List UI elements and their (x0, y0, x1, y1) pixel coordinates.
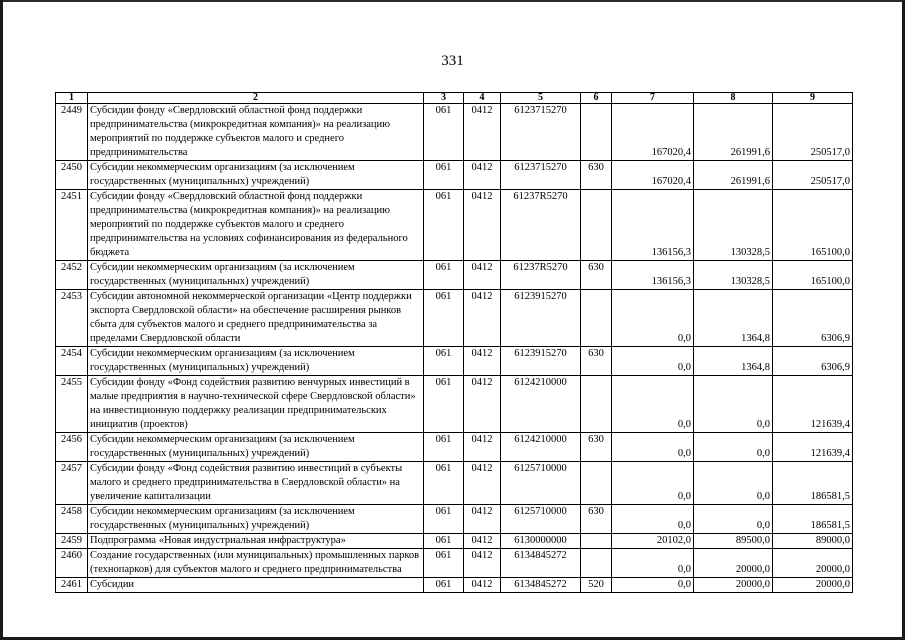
table-row (56, 578, 853, 593)
row-code-4: 0412 (464, 376, 501, 433)
row-code-3: 061 (424, 190, 464, 261)
table-row (56, 549, 853, 578)
row-value-7: 0,0 (612, 347, 694, 376)
table-body (56, 104, 853, 593)
row-code-4: 0412 (464, 104, 501, 161)
row-name: Субсидии некоммерческим организациям (за исключением государственных (муниципальных) учреждений) (88, 161, 424, 190)
row-value-9: 165100,0 (773, 190, 853, 261)
row-value-8: 20000,0 (694, 578, 773, 593)
row-number: 2453 (56, 290, 88, 347)
table-row (56, 505, 853, 534)
row-value-7: 0,0 (612, 462, 694, 505)
row-value-8: 0,0 (694, 433, 773, 462)
col-header-9: 9 (773, 93, 853, 104)
row-code-5: 6134845272 (501, 578, 581, 593)
table-row (56, 376, 853, 433)
table-row (56, 462, 853, 505)
row-code-4: 0412 (464, 290, 501, 347)
row-name: Субсидии фонду «Свердловский областной фонд поддержки предпринимательства (микрокредитная компания)» на реализацию мероприятий по поддержке субъектов малого и среднего предпринимательства (88, 104, 424, 161)
row-code-6 (581, 190, 612, 261)
row-number: 2449 (56, 104, 88, 161)
row-code-5: 6123915270 (501, 290, 581, 347)
row-number: 2459 (56, 534, 88, 549)
row-code-4: 0412 (464, 161, 501, 190)
row-code-5: 6125710000 (501, 462, 581, 505)
scan-border-left (0, 0, 3, 640)
row-code-3: 061 (424, 578, 464, 593)
row-name: Субсидии автономной некоммерческой организации «Центр поддержки экспорта Свердловской области» на обеспечение расширения рынков сбыта для субъектов малого и среднего предпринимательства за пределами Свердловской области (88, 290, 424, 347)
row-value-7: 0,0 (612, 549, 694, 578)
row-code-5: 6124210000 (501, 433, 581, 462)
row-code-3: 061 (424, 505, 464, 534)
row-value-7: 20102,0 (612, 534, 694, 549)
page-number: 331 (441, 53, 464, 69)
row-name: Субсидии некоммерческим организациям (за исключением государственных (муниципальных) учреждений) (88, 505, 424, 534)
row-value-9: 250517,0 (773, 104, 853, 161)
row-value-8: 89500,0 (694, 534, 773, 549)
row-code-4: 0412 (464, 190, 501, 261)
row-code-6 (581, 104, 612, 161)
col-header-6: 6 (581, 93, 612, 104)
table-row (56, 104, 853, 161)
row-code-5: 6123915270 (501, 347, 581, 376)
row-value-9: 20000,0 (773, 549, 853, 578)
row-code-6: 630 (581, 433, 612, 462)
row-value-8: 0,0 (694, 505, 773, 534)
row-code-3: 061 (424, 347, 464, 376)
row-value-9: 89000,0 (773, 534, 853, 549)
row-code-4: 0412 (464, 549, 501, 578)
row-name: Субсидии некоммерческим организациям (за исключением государственных (муниципальных) учреждений) (88, 347, 424, 376)
row-code-6: 630 (581, 161, 612, 190)
header-row (56, 93, 853, 104)
row-code-5: 6134845272 (501, 549, 581, 578)
col-header-4: 4 (464, 93, 501, 104)
row-code-6 (581, 290, 612, 347)
row-value-7: 0,0 (612, 376, 694, 433)
row-number: 2455 (56, 376, 88, 433)
table-row (56, 190, 853, 261)
row-code-6 (581, 462, 612, 505)
row-code-5: 6124210000 (501, 376, 581, 433)
row-number: 2460 (56, 549, 88, 578)
row-value-8: 0,0 (694, 376, 773, 433)
row-name: Субсидии фонду «Свердловский областной фонд поддержки предпринимательства (микрокредитная компания)» на реализацию мероприятий по поддержке субъектов малого и среднего предпринимательства на условиях софинансирования из федерального бюджета (88, 190, 424, 261)
row-code-4: 0412 (464, 347, 501, 376)
row-number: 2452 (56, 261, 88, 290)
row-code-6 (581, 549, 612, 578)
row-number: 2458 (56, 505, 88, 534)
row-value-9: 165100,0 (773, 261, 853, 290)
row-code-3: 061 (424, 261, 464, 290)
col-header-1: 1 (56, 93, 88, 104)
row-value-8: 1364,8 (694, 290, 773, 347)
row-value-7: 136156,3 (612, 261, 694, 290)
row-name: Субсидии фонду «Фонд содействия развитию инвестиций в субъекты малого и среднего предпринимательства в Свердловской области» на увеличение капитализации (88, 462, 424, 505)
row-code-5: 6130000000 (501, 534, 581, 549)
row-name: Субсидии (88, 578, 424, 593)
row-code-4: 0412 (464, 433, 501, 462)
row-code-5: 61237R5270 (501, 190, 581, 261)
row-code-3: 061 (424, 549, 464, 578)
row-value-8: 130328,5 (694, 261, 773, 290)
row-value-7: 136156,3 (612, 190, 694, 261)
scan-border-top (0, 0, 905, 2)
row-code-5: 61237R5270 (501, 261, 581, 290)
row-name: Создание государственных (или муниципальных) промышленных парков (технопарков) для субъектов малого и среднего предпринимательства (88, 549, 424, 578)
col-header-7: 7 (612, 93, 694, 104)
col-header-8: 8 (694, 93, 773, 104)
row-code-4: 0412 (464, 505, 501, 534)
row-code-6 (581, 376, 612, 433)
row-value-7: 0,0 (612, 290, 694, 347)
col-header-5: 5 (501, 93, 581, 104)
row-value-8: 0,0 (694, 462, 773, 505)
row-value-7: 0,0 (612, 433, 694, 462)
row-value-9: 6306,9 (773, 347, 853, 376)
row-code-3: 061 (424, 462, 464, 505)
col-header-2: 2 (88, 93, 424, 104)
row-number: 2454 (56, 347, 88, 376)
row-value-9: 121639,4 (773, 433, 853, 462)
row-number: 2456 (56, 433, 88, 462)
row-code-3: 061 (424, 433, 464, 462)
row-value-9: 6306,9 (773, 290, 853, 347)
row-value-8: 130328,5 (694, 190, 773, 261)
row-code-3: 061 (424, 376, 464, 433)
table-row (56, 161, 853, 190)
row-code-3: 061 (424, 161, 464, 190)
table-row (56, 347, 853, 376)
row-value-9: 250517,0 (773, 161, 853, 190)
row-number: 2461 (56, 578, 88, 593)
table-row (56, 433, 853, 462)
row-code-3: 061 (424, 104, 464, 161)
row-value-8: 261991,6 (694, 161, 773, 190)
row-code-6: 630 (581, 505, 612, 534)
row-code-4: 0412 (464, 534, 501, 549)
row-value-7: 167020,4 (612, 104, 694, 161)
row-code-3: 061 (424, 290, 464, 347)
row-code-6: 630 (581, 347, 612, 376)
row-value-7: 167020,4 (612, 161, 694, 190)
row-value-7: 0,0 (612, 578, 694, 593)
row-value-9: 186581,5 (773, 505, 853, 534)
row-value-7: 0,0 (612, 505, 694, 534)
row-number: 2451 (56, 190, 88, 261)
row-code-4: 0412 (464, 261, 501, 290)
row-code-6: 630 (581, 261, 612, 290)
budget-table (55, 92, 853, 593)
row-name: Субсидии некоммерческим организациям (за исключением государственных (муниципальных) учреждений) (88, 433, 424, 462)
col-header-3: 3 (424, 93, 464, 104)
table-row (56, 534, 853, 549)
row-code-5: 6123715270 (501, 104, 581, 161)
row-name: Субсидии фонду «Фонд содействия развитию венчурных инвестиций в малые предприятия в научно-технической сфере Свердловской области» на инвестиционную поддержку реализации предпринимательских инициатив (проектов) (88, 376, 424, 433)
row-value-9: 186581,5 (773, 462, 853, 505)
row-value-8: 20000,0 (694, 549, 773, 578)
row-number: 2450 (56, 161, 88, 190)
row-value-9: 20000,0 (773, 578, 853, 593)
row-value-8: 261991,6 (694, 104, 773, 161)
row-code-6: 520 (581, 578, 612, 593)
row-name: Подпрограмма «Новая индустриальная инфраструктура» (88, 534, 424, 549)
row-code-3: 061 (424, 534, 464, 549)
row-code-5: 6123715270 (501, 161, 581, 190)
row-code-4: 0412 (464, 462, 501, 505)
row-code-5: 6125710000 (501, 505, 581, 534)
row-code-4: 0412 (464, 578, 501, 593)
table-row (56, 261, 853, 290)
row-value-8: 1364,8 (694, 347, 773, 376)
row-value-9: 121639,4 (773, 376, 853, 433)
table-row (56, 290, 853, 347)
row-name: Субсидии некоммерческим организациям (за исключением государственных (муниципальных) учреждений) (88, 261, 424, 290)
row-number: 2457 (56, 462, 88, 505)
row-code-6 (581, 534, 612, 549)
